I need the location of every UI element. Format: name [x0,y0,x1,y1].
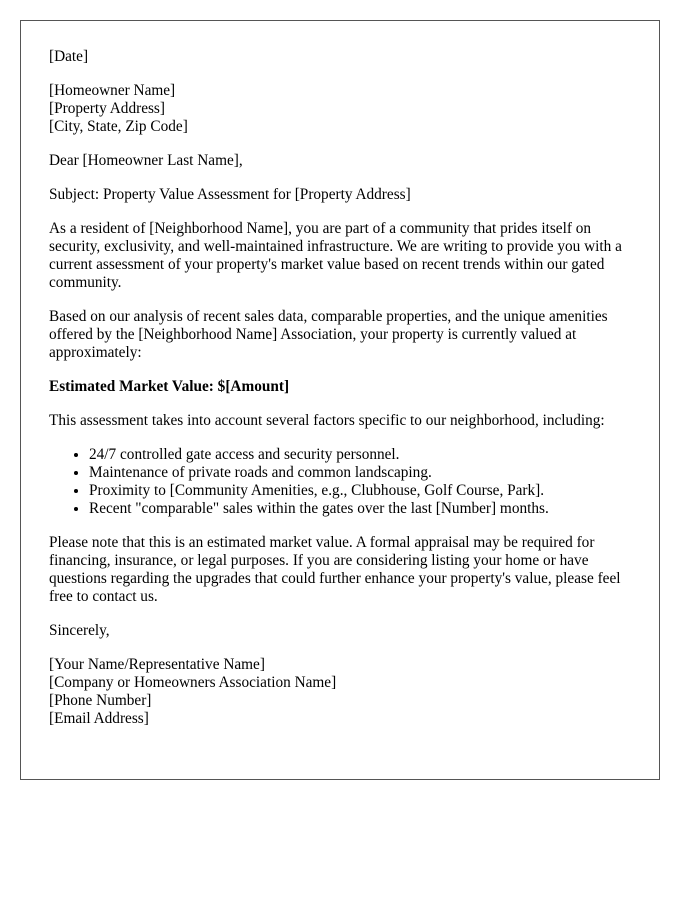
factors-list-item: • Proximity to [Community Amenities, e.g., Clubhouse, Golf Course, Park]. [89,482,631,500]
recipient-name: [Homeowner Name] [49,82,176,99]
factors-list [49,446,631,518]
signature-name: [Your Name/Representative Name] [49,656,265,673]
signature-email: [Email Address] [49,710,149,727]
analysis-paragraph: Based on our analysis of recent sales data, comparable properties, and the unique amenities offered by the [Neighborhood Name] Association, your property is currently valued at approximately: [49,308,608,361]
recipient-city-state-zip: [City, State, Zip Code] [49,118,188,135]
salutation: Dear [Homeowner Last Name], [49,152,243,169]
letter-date: [Date] [49,48,89,65]
note-paragraph: Please note that this is an estimated market value. A formal appraisal may be required for financing, insurance, or legal purposes. If you are considering listing your home or have questions regarding the upgrades that could further enhance your property's value, please feel free to contact us. [49,534,621,605]
recipient-address-block [49,82,631,136]
signature-phone: [Phone Number] [49,692,152,709]
factors-list-item: • 24/7 controlled gate access and security personnel. [89,446,631,464]
intro-paragraph: As a resident of [Neighborhood Name], you are part of a community that prides itself on security, exclusivity, and well-maintained infrastructure. We are writing to provide you with a current assessment of your property's market value based on recent trends within our gated community. [49,220,622,291]
recipient-property-address: [Property Address] [49,100,165,117]
letter-document [20,20,660,780]
factors-list-item: • Maintenance of private roads and common landscaping. [89,464,631,482]
subject-line: Subject: Property Value Assessment for [Property Address] [49,186,411,203]
signature-organization: [Company or Homeowners Association Name] [49,674,337,691]
factors-intro: This assessment takes into account several factors specific to our neighborhood, including: [49,412,605,429]
signature-block [49,656,631,728]
factors-list-item: • Recent "comparable" sales within the gates over the last [Number] months. [89,500,631,518]
estimated-market-value: Estimated Market Value: $[Amount] [49,378,290,395]
closing: Sincerely, [49,622,110,639]
